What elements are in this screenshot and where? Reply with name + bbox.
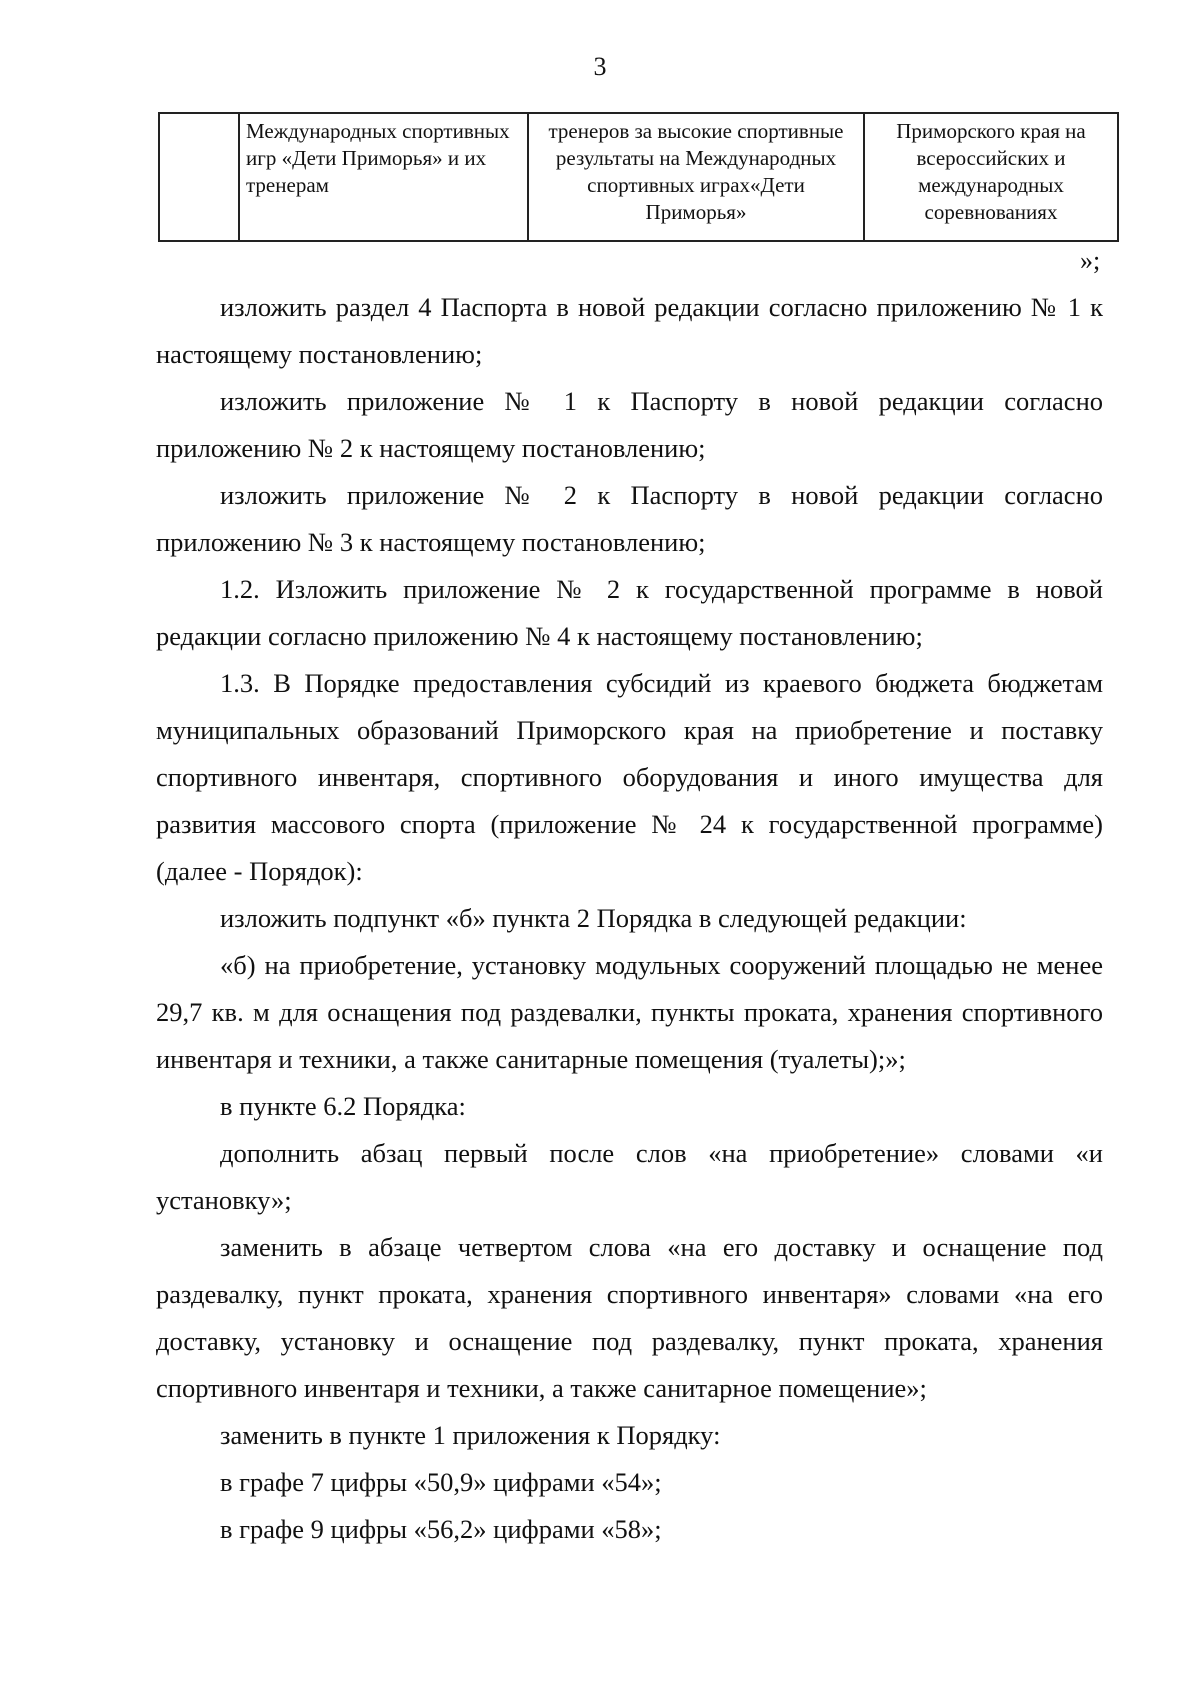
table-cell-number bbox=[159, 113, 239, 241]
table-cell-description: тренеров за высокие спортивные результаты на Международных спортивных играх«Дети Приморья» bbox=[528, 113, 864, 241]
table-cell-indicator: Приморского края на всероссийских и международных соревнованиях bbox=[864, 113, 1118, 241]
document-body bbox=[156, 284, 1103, 1553]
paragraph: изложить раздел 4 Паспорта в новой редакции согласно приложению № 1 к настоящему постановлению; bbox=[156, 292, 1103, 369]
paragraph: заменить в абзаце четвертом слова «на его доставку и оснащение под раздевалку, пункт проката, хранения спортивного инвентаря» словами «на его доставку, установку и оснащение под раздевалку, пункт проката, хранения спортивного инвентаря и техники, а также санитарное помещение»; bbox=[156, 1232, 1103, 1403]
paragraph: заменить в пункте 1 приложения к Порядку: bbox=[220, 1420, 721, 1450]
table-row bbox=[159, 113, 1118, 241]
page-number: 3 bbox=[593, 52, 607, 81]
paragraph: изложить приложение № 1 к Паспорту в новой редакции согласно приложению № 2 к настоящему постановлению; bbox=[156, 386, 1103, 463]
continuation-table bbox=[158, 112, 1119, 242]
paragraph: в пункте 6.2 Порядка: bbox=[220, 1091, 466, 1121]
paragraph: в графе 9 цифры «56,2» цифрами «58»; bbox=[220, 1514, 662, 1544]
paragraph: 1.3. В Порядке предоставления субсидий из краевого бюджета бюджетам муниципальных образований Приморского края на приобретение и поставку спортивного инвентаря, спортивного оборудования и иного имущества для развития массового спорта (приложение № 24 к государственной программе) (далее - Порядок): bbox=[156, 668, 1103, 886]
paragraph: изложить подпункт «б» пункта 2 Порядка в следующей редакции: bbox=[220, 903, 967, 933]
closing-quote: »; bbox=[1080, 246, 1101, 275]
paragraph: дополнить абзац первый после слов «на приобретение» словами «и установку»; bbox=[156, 1138, 1103, 1215]
paragraph: в графе 7 цифры «50,9» цифрами «54»; bbox=[220, 1467, 662, 1497]
table-cell-recipients: Международных спортивных игр «Дети Приморья» и их тренерам bbox=[239, 113, 528, 241]
paragraph: изложить приложение № 2 к Паспорту в новой редакции согласно приложению № 3 к настоящему постановлению; bbox=[156, 480, 1103, 557]
paragraph: 1.2. Изложить приложение № 2 к государственной программе в новой редакции согласно приложению № 4 к настоящему постановлению; bbox=[156, 574, 1103, 651]
paragraph: «б) на приобретение, установку модульных сооружений площадью не менее 29,7 кв. м для оснащения под раздевалки, пункты проката, хранения спортивного инвентаря и техники, а также санитарные помещения (туалеты);»; bbox=[156, 950, 1103, 1074]
